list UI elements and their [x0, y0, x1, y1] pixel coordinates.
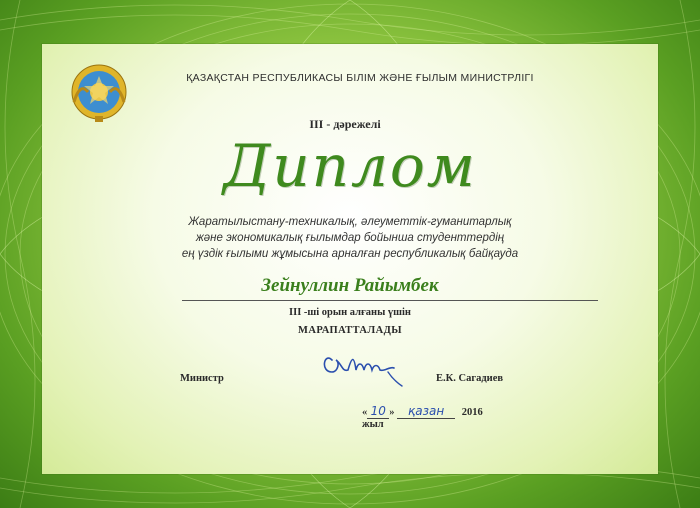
date-day: 10: [367, 404, 389, 419]
state-emblem-icon: [70, 62, 128, 124]
diploma-description: [130, 214, 570, 262]
date-open-quote: «: [362, 407, 368, 418]
recipient-underline: [182, 300, 598, 301]
place-text: III -ші орын алғаны үшін: [289, 307, 411, 318]
award-text: МАРАПАТТАЛАДЫ: [298, 325, 402, 336]
description-line: ең үздік ғылыми жұмысына арналған республикалық байқауда: [181, 248, 519, 260]
recipient-name: Зейнуллин Райымбек: [261, 275, 439, 296]
diploma-degree: III - дәрежелі: [309, 117, 381, 131]
description-line: Жаратылыстану-техникалық, әлеуметтік-гуманитарлық: [188, 216, 512, 228]
issue-date: [362, 404, 502, 430]
date-month: қазан: [397, 404, 455, 419]
date-year-word: жыл: [362, 419, 384, 430]
description-line: және экономикалық ғылымдар бойынша студенттердің: [195, 232, 505, 244]
ministry-name: ҚАЗАҚСТАН РЕСПУБЛИКАСЫ БІЛІМ ЖӘНЕ ҒЫЛЫМ МИНИСТРЛІГІ: [186, 72, 534, 84]
minister-name: Е.К. Сагадиев: [436, 373, 504, 384]
minister-role: Министр: [180, 373, 224, 384]
date-year: 2016: [461, 407, 483, 418]
diploma-title: Диплом: [223, 132, 477, 200]
date-close-quote: »: [389, 407, 395, 418]
minister-signature: [318, 342, 408, 390]
